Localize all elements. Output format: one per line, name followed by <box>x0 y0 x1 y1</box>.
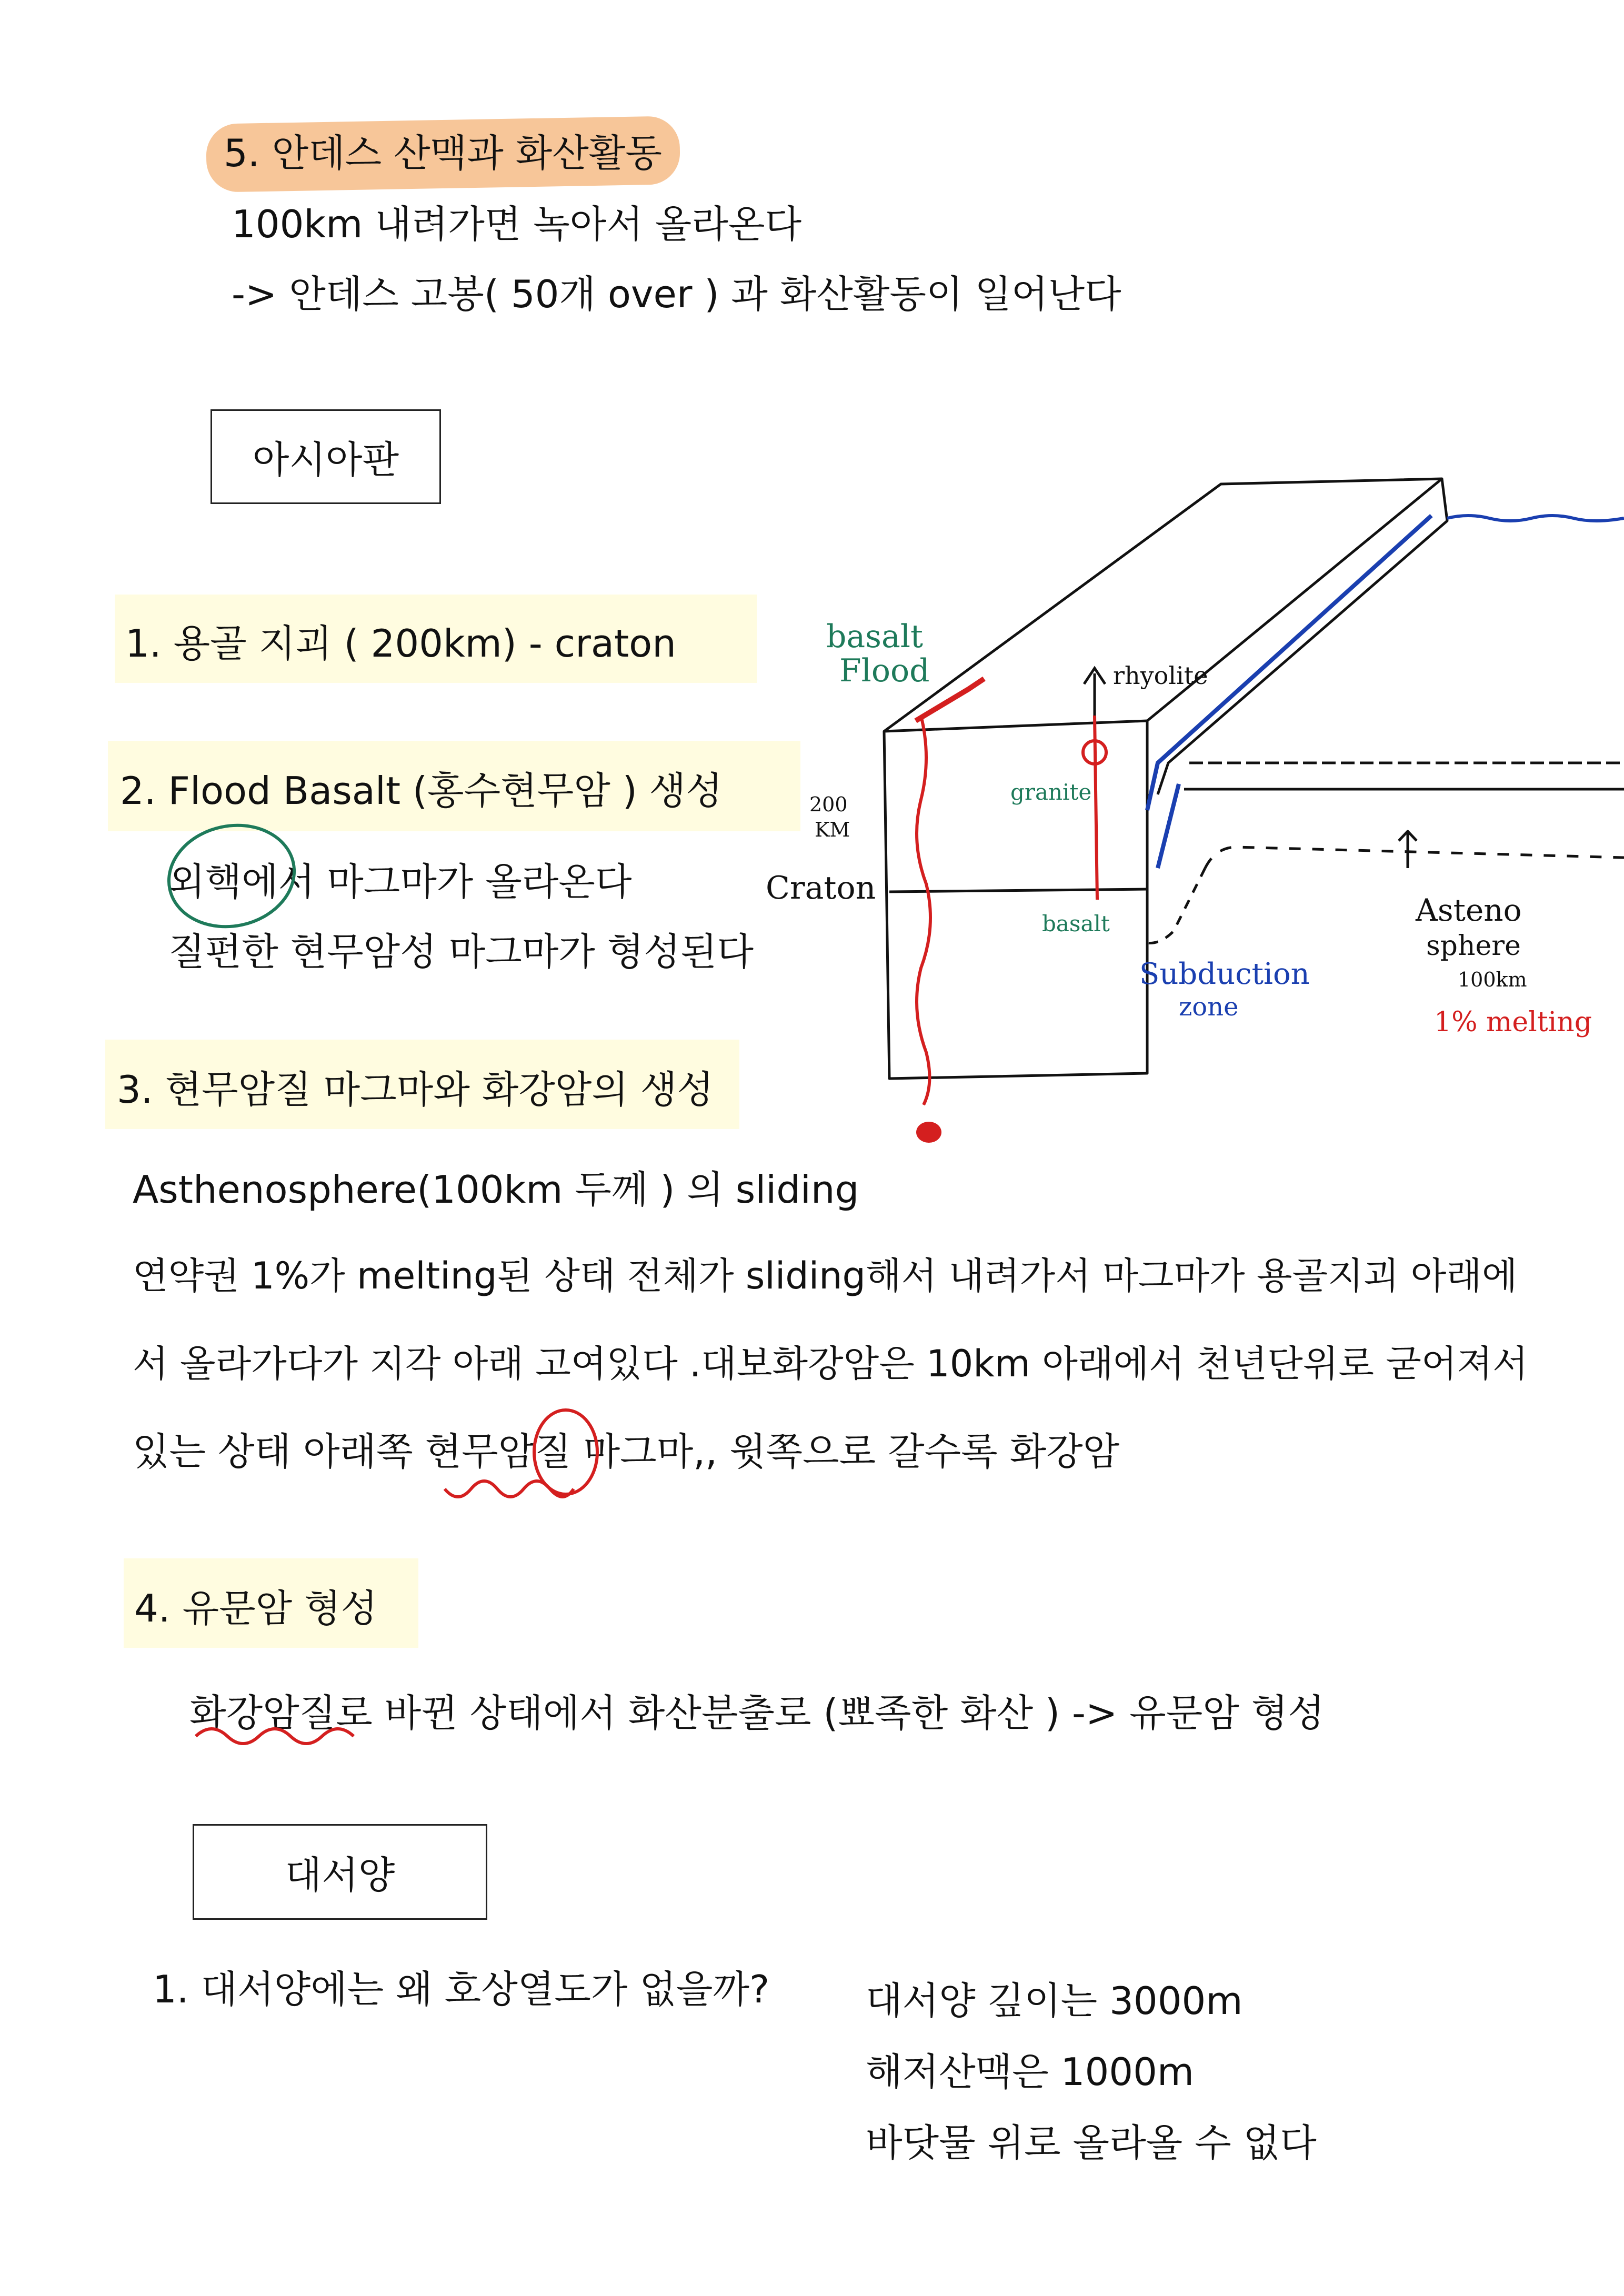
atlantic-answer3: 바닷물 위로 올라올 수 없다 <box>866 2121 1317 2165</box>
asthenosphere-arrow <box>1399 831 1417 868</box>
label-craton: Craton <box>766 870 876 907</box>
label-granite: granite <box>1010 779 1092 805</box>
label-subduction: Subduction <box>1139 957 1310 991</box>
label-depth-2: KM <box>815 818 850 841</box>
item3-para4: 있는 상태 아래쪽 현무암질 마그마,, 윗쪽으로 갈수록 화강암 <box>133 1429 1120 1474</box>
red-granite-line <box>1095 716 1097 900</box>
item3-para2: 연약권 1%가 melting된 상태 전체가 sliding해서 내려가서 마그마가 용골지괴 아래에 <box>133 1254 1518 1297</box>
red-magma-blob <box>916 1122 941 1143</box>
label-asteno: Asteno <box>1416 892 1522 928</box>
atlantic-question: 1. 대서양에는 왜 호상열도가 없을까? <box>153 1967 770 2011</box>
item2-line2: 질펀한 현무암성 마그마가 형성된다 <box>168 930 754 974</box>
craton-block-front <box>884 721 1147 1079</box>
label-basalt-flood-1: basalt <box>826 618 924 655</box>
label-depth-1: 200 <box>809 793 848 816</box>
section5-line1: 100km 내려가면 녹아서 올라온다 <box>232 202 801 246</box>
section5-title: 5. 안데스 산맥과 화산활동 <box>224 131 662 175</box>
label-100km: 100km <box>1458 968 1527 991</box>
ocean-top-wave <box>1447 516 1624 521</box>
item3-para1: Asthenosphere(100km 두께 ) 의 sliding <box>133 1167 859 1212</box>
label-basalt-flood-2: Flood <box>839 652 930 689</box>
subducting-slab-blue <box>1147 516 1431 868</box>
rhyolite-arrow <box>1084 668 1105 716</box>
slab-edge <box>1158 479 1447 794</box>
label-sphere: sphere <box>1426 930 1521 962</box>
item1-heading: 1. 용골 지괴 ( 200km) - craton <box>125 621 676 666</box>
atlantic-box <box>193 1824 487 1920</box>
asthenosphere-dashed-line <box>1205 847 1624 868</box>
item4-line1: 화강암질로 바뀐 상태에서 화산분출로 (뾰족한 화산 ) -> 유문암 형성 <box>189 1691 1325 1735</box>
subduction-diagram <box>747 468 1624 1163</box>
atlantic-answer2: 해저산맥은 1000m <box>866 2050 1195 2094</box>
section5-line2: -> 안데스 고봉( 50개 over ) 과 화산활동이 일어난다 <box>232 272 1121 316</box>
label-basalt: basalt <box>1042 911 1110 936</box>
label-melting: 1% melting <box>1434 1006 1592 1038</box>
atlantic-label: 대서양 <box>285 1853 395 1897</box>
asia-plate-label: 아시아판 <box>252 438 399 482</box>
subduction-dashed-curve <box>1142 868 1205 943</box>
label-zone: zone <box>1179 992 1239 1022</box>
item4-heading: 4. 유문암 형성 <box>134 1586 378 1630</box>
item2-line1: 외핵에서 마그마가 올라온다 <box>168 860 632 904</box>
asia-plate-box <box>210 409 441 504</box>
atlantic-answer1: 대서양 깊이는 3000m <box>866 1979 1243 2023</box>
label-rhyolite: rhyolite <box>1113 661 1208 690</box>
craton-block-top <box>884 479 1442 731</box>
red-squiggle-annotation <box>445 1481 574 1497</box>
item2-heading: 2. Flood Basalt (홍수현무암 ) 생성 <box>120 769 723 813</box>
item3-heading: 3. 현무암질 마그마와 화강암의 생성 <box>117 1068 714 1112</box>
item3-para3: 서 올라가다가 지각 아래 고여있다 .대보화강암은 10km 아래에서 천년단위로 굳어져서 <box>133 1342 1528 1385</box>
red-magma-conduit <box>917 716 930 1105</box>
